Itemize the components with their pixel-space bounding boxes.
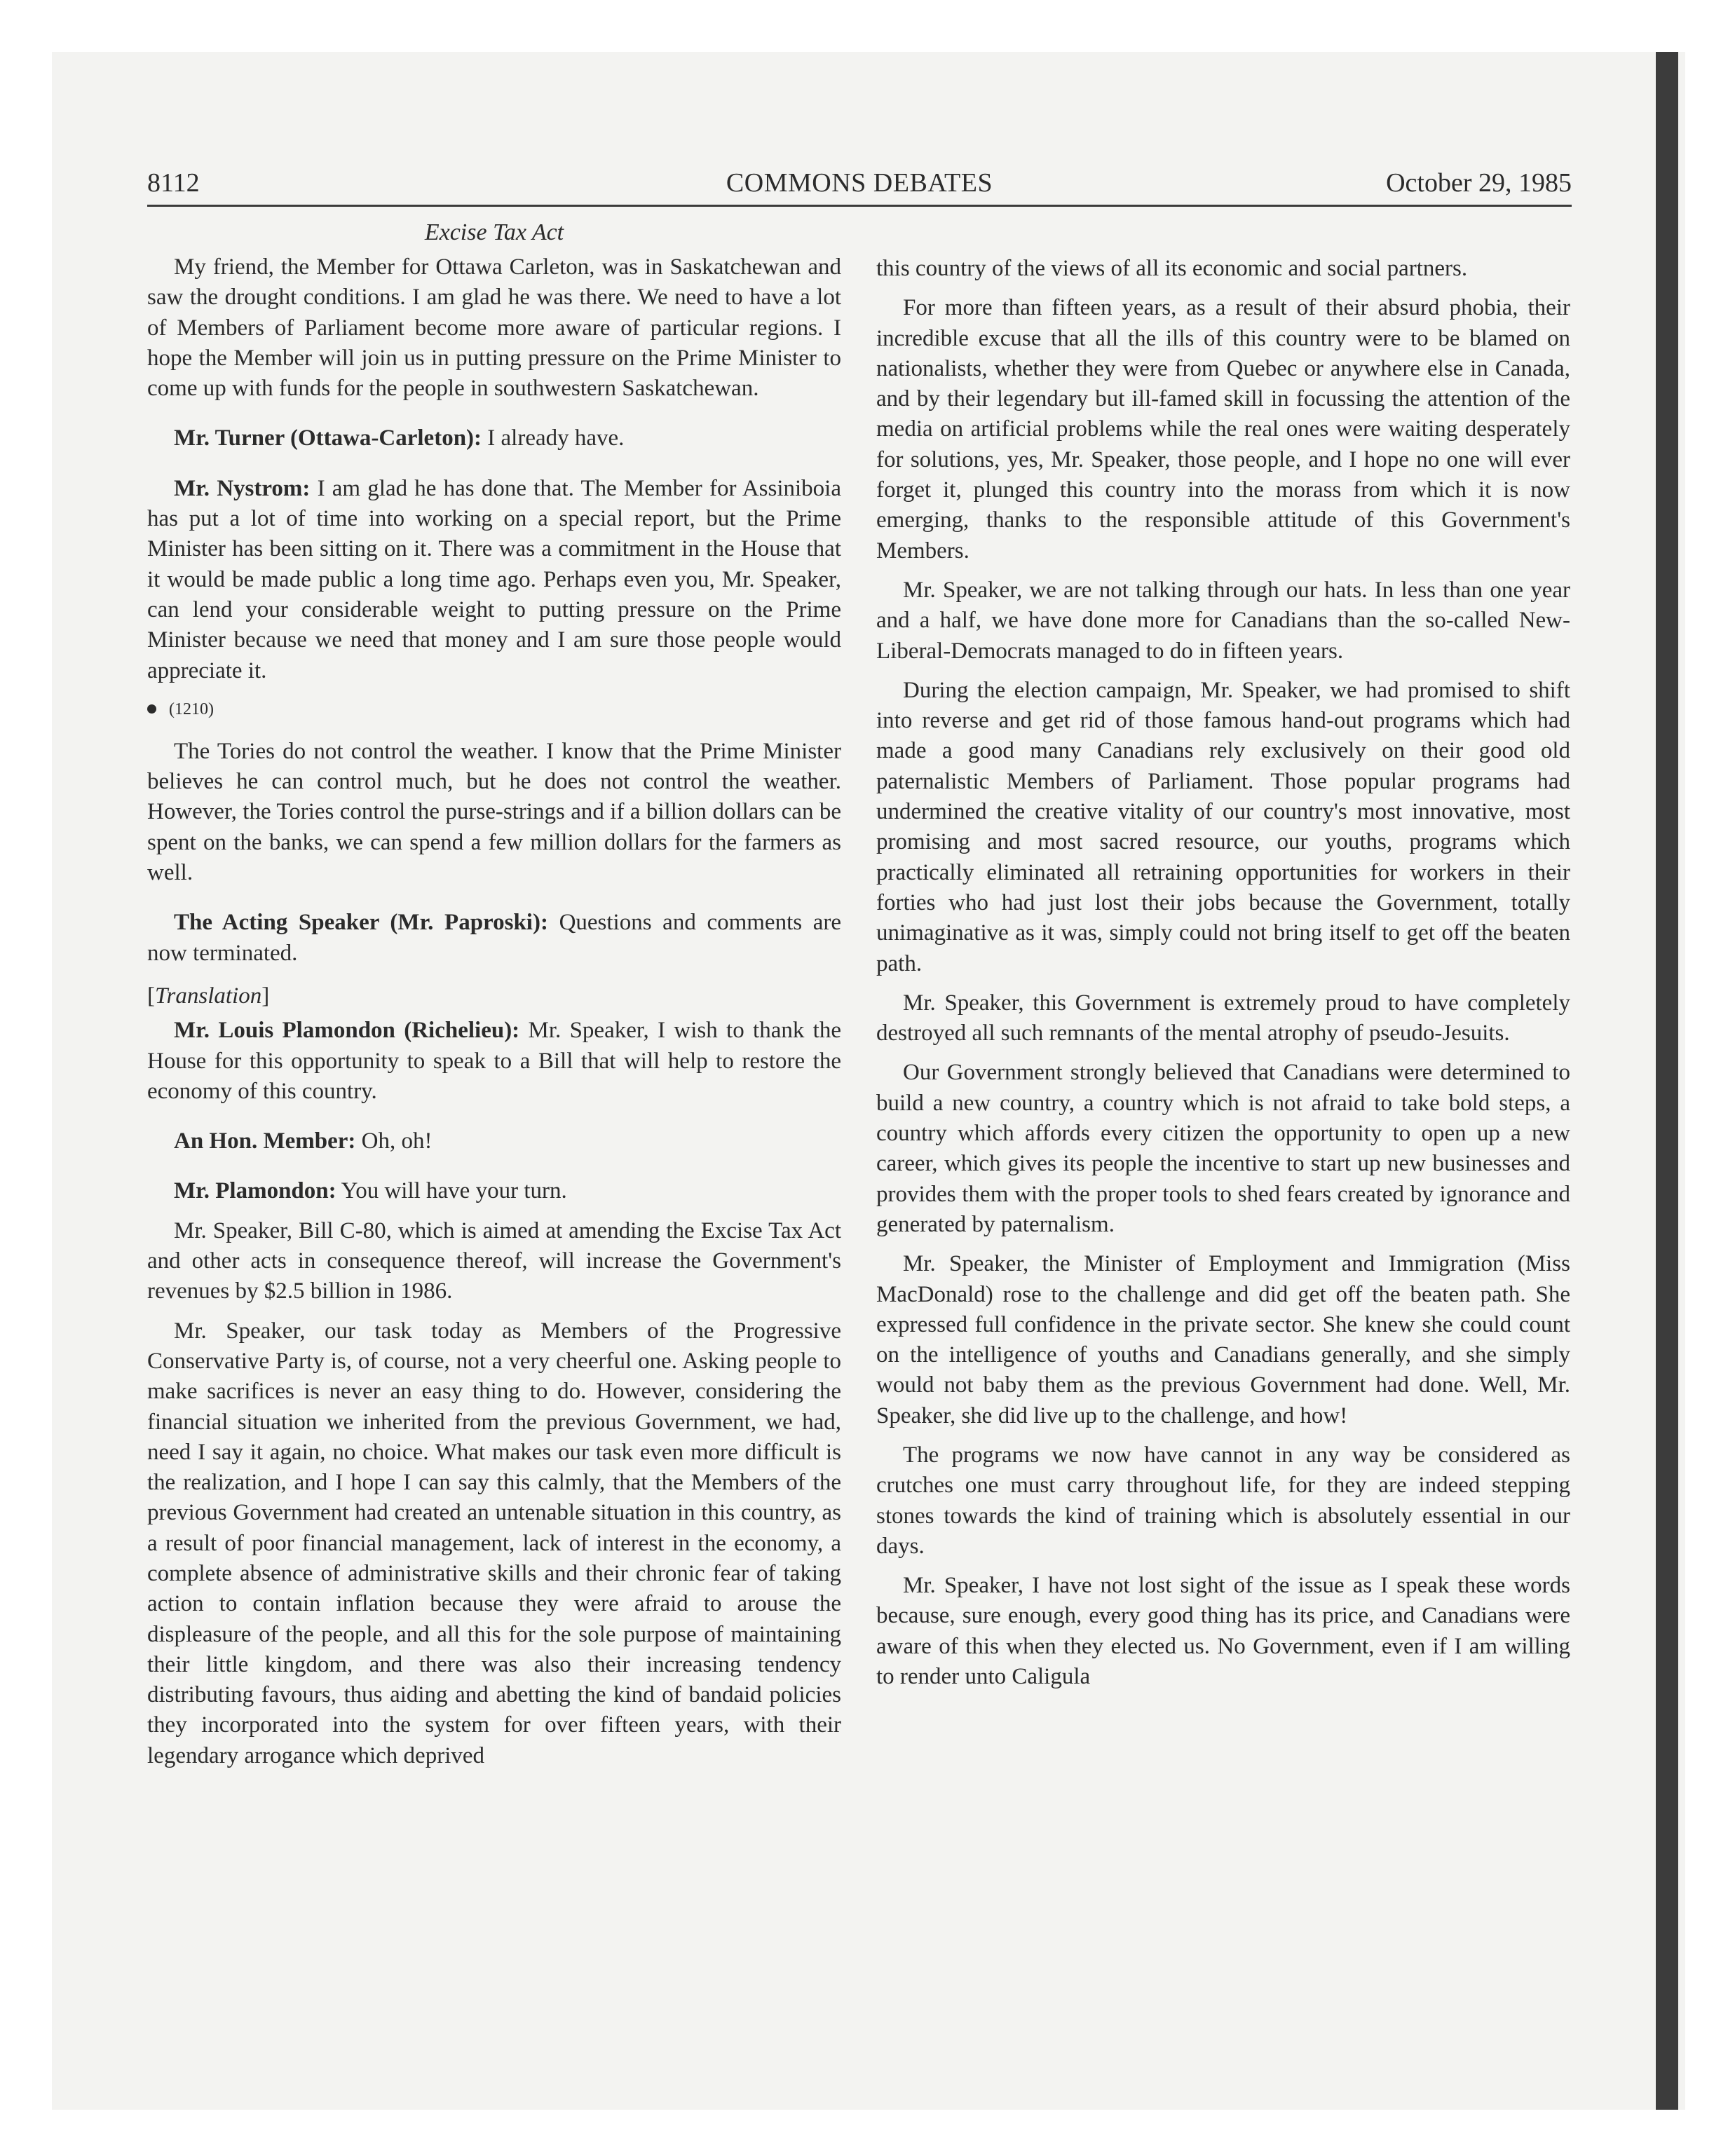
paragraph: Mr. Speaker, this Government is extremely proud to have completely destroyed all such remnants of the mental atrophy of pseudo-Jesuits. bbox=[876, 990, 1570, 1046]
section-title: Excise Tax Act bbox=[424, 219, 564, 245]
paragraph: this country of the views of all its economic and social partners. bbox=[876, 256, 1468, 281]
time-marker-text: (1210) bbox=[169, 700, 214, 718]
page-number: 8112 bbox=[147, 168, 200, 198]
scan-binding-edge bbox=[1656, 52, 1678, 2110]
paragraph: Mr. Speaker, we are not talking through our hats. In less than one year and a half, we have done more for Canadians than the so-called New-Liberal-Democrats managed to do in fifteen years. bbox=[876, 577, 1570, 664]
speech-text: I am glad he has done that. The Member for Assiniboia has put a lot of time into working on a special report, but the Prime Minister has been sitting on it. There was a commitment in the House that it would be made public a long time ago. Perhaps even you, Mr. Speaker, can lend your considerable weight to putting pressure on the Prime Minister because we need that money and I am sure those people would appreciate it. bbox=[147, 475, 841, 683]
paragraph: The Tories do not control the weather. I know that the Prime Minister believes he can control much, but he does not control the weather. However, the Tories control the purse-strings and if a billion dollars can be spent on the banks, we can spend a few million dollars for the farmers as well. bbox=[147, 738, 841, 886]
publication-date: October 29, 1985 bbox=[1386, 168, 1572, 198]
paragraph: During the election campaign, Mr. Speaker, we had promised to shift into reverse and get rid of those famous hand-out programs which had made a good many Canadians rely exclusively on their good old paternalistic Members of Parliament. Those popular programs had undermined the creative vitality of our country's most innovative, most promising and most sacred resource, our youths, programs which practically eliminated all retraining opportunities for workers in their forties who had just lost their jobs because the Government, totally unimaginative as it was, simply could not bring itself to get off the beaten path. bbox=[876, 677, 1570, 976]
speech-text: I already have. bbox=[482, 425, 625, 451]
speaker-name: The Acting Speaker (Mr. Paproski): bbox=[174, 910, 548, 936]
translation-label: [Translation] bbox=[147, 983, 270, 1009]
paragraph: The programs we now have cannot in any way be considered as crutches one must carry throughout life, for they are indeed stepping stones towards the kind of training which is absolutely essential in our days. bbox=[876, 1442, 1570, 1559]
paragraph: My friend, the Member for Ottawa Carleton, was in Saskatchewan and saw the drought conditions. I am glad he was there. We need to have a lot of Members of Parliament become more aware of particular regions. I hope the Member will join us in putting pressure on the Prime Minister to come up with funds for the people in southwestern Saskatchewan. bbox=[147, 254, 841, 402]
speaker-name: Mr. Nystrom: bbox=[174, 475, 311, 501]
paragraph: Mr. Speaker, our task today as Members of the Progressive Conservative Party is, of course, not a very cheerful one. Asking people to make sacrifices is never an easy thing to do. However, considering the financial situation we inherited from the previous Government, we had, need I say it again, no choice. What makes our task even more difficult is the realization, and I hope I can say this calmly, that the Members of the previous Government had created an untenable situation in this country, as a result of poor financial management, lack of interest in the economy, a complete absence of administrative skills and their chronic fear of taking action to contain inflation because they were afraid to arouse the displeasure of the people, and all this for the sole purpose of maintaining their little kingdom, and there was also their increasing tendency distributing favours, thus aiding and abetting the kind of bandaid policies they incorporated into the system for over fifteen years, with their legendary arrogance which deprived bbox=[147, 1318, 841, 1768]
paragraph: Our Government strongly believed that Canadians were determined to build a new country, a country which is not afraid to take bold steps, a country which affords every citizen the opportunity to open up a new career, which gives its people the incentive to start up new businesses and provides them with the proper tools to shed fears created by ignorance and generated by paternalism. bbox=[876, 1060, 1570, 1237]
speech-text: Mr. Speaker, I wish to thank the House for this opportunity to speak to a Bill that will help to restore the economy of this country. bbox=[147, 1018, 841, 1104]
bullet-icon bbox=[147, 704, 156, 714]
speech-acting-speaker bbox=[147, 908, 841, 969]
speaker-name: Mr. Turner (Ottawa-Carleton): bbox=[174, 425, 482, 451]
translation-text: Translation bbox=[155, 983, 262, 1009]
speech-text: Questions and comments are now terminated. bbox=[147, 910, 841, 966]
paragraph: Mr. Speaker, Bill C-80, which is aimed at amending the Excise Tax Act and other acts in consequence thereof, will increase the Government's revenues by $2.5 billion in 1986. bbox=[147, 1217, 841, 1304]
speech-plamondon bbox=[147, 1176, 841, 1206]
paragraph: For more than fifteen years, as a result of their absurd phobia, their incredible excuse that all the ills of this country were to be blamed on nationalists, whether they were from Quebec or anywhere else in Canada, and by their legendary but ill-famed skill in focussing the attention of the media on artificial problems while the real ones were waiting desperately for solutions, yes, Mr. Speaker, those people, and I hope no one will ever forget it, plunged this country into the morass from which it is now emerging, thanks to the responsible attitude of this Government's Members. bbox=[876, 295, 1570, 564]
header-rule bbox=[147, 205, 1572, 207]
speaker-name: An Hon. Member: bbox=[174, 1128, 356, 1154]
right-column bbox=[876, 254, 1570, 1701]
time-marker bbox=[147, 699, 841, 720]
paragraph: Mr. Speaker, I have not lost sight of the issue as I speak these words because, sure enough, every good thing has its price, and Canadians were aware of this when they elected us. No Government, even if I am willing to render unto Caligula bbox=[876, 1573, 1570, 1690]
left-column bbox=[147, 217, 841, 1780]
speech-nystrom bbox=[147, 474, 841, 686]
speech-text: You will have your turn. bbox=[336, 1178, 567, 1204]
speaker-name: Mr. Louis Plamondon (Richelieu): bbox=[174, 1018, 520, 1044]
publication-title: COMMONS DEBATES bbox=[726, 168, 993, 198]
speech-turner bbox=[147, 423, 841, 453]
paragraph: Mr. Speaker, the Minister of Employment and Immigration (Miss MacDonald) rose to the challenge and did get off the beaten path. She expressed full confidence in the private sector. She knew she could count on the intelligence of youths and Canadians generally, and she simply would not baby them as the previous Government had done. Well, Mr. Speaker, she did live up to the challenge, and how! bbox=[876, 1251, 1570, 1428]
speech-text: Oh, oh! bbox=[355, 1128, 433, 1154]
page-header bbox=[147, 165, 1572, 200]
speaker-name: Mr. Plamondon: bbox=[174, 1178, 336, 1204]
speech-hon-member bbox=[147, 1126, 841, 1157]
speech-plamondon-full bbox=[147, 1016, 841, 1107]
